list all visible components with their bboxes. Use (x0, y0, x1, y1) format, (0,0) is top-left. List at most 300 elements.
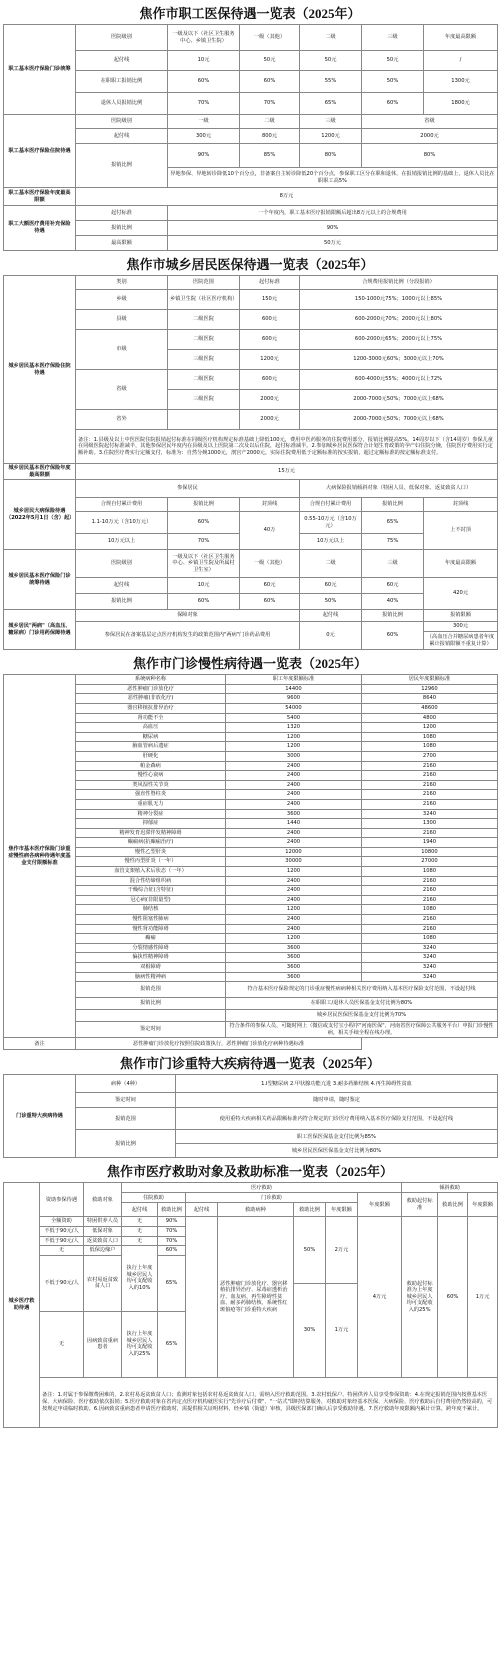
cell: 双相障碍 (76, 963, 226, 973)
col-header: 报销比例 (168, 498, 240, 512)
col-header: 封顶线 (424, 498, 498, 512)
cell: 精神分裂症 (76, 809, 226, 819)
cell: 1200 (226, 934, 362, 944)
cell: 2700 (362, 751, 498, 761)
cell: 70% (240, 93, 300, 115)
cell: 无 (40, 1246, 84, 1256)
cell: 抑郁症 (76, 819, 226, 829)
cell: 1200 (362, 723, 498, 733)
col-header: 二级 (300, 550, 362, 578)
row-label-resident-outpatient: 城乡居民基本医疗保险门诊统筹待遇 (4, 550, 76, 610)
cell: 90% (168, 221, 498, 236)
cell: 报销比例 (76, 221, 168, 236)
section-title-resident: 焦作市城乡居民医保待遇一览表（2025年） (126, 257, 374, 272)
cell: 30000 (226, 857, 362, 867)
cell: 2160 (362, 886, 498, 896)
cell: 600-2000元65%；2000元以上75% (300, 330, 498, 350)
cell: 3600 (226, 809, 362, 819)
cell: 一个年度内，职工基本医疗报销限额后超出8万元以上的合规费用 (168, 206, 498, 221)
col-header: 系统病种名称 (76, 675, 226, 685)
cell: 三级医院 (168, 390, 240, 410)
cell: 60% (168, 594, 240, 610)
chronic-disease-table (3, 674, 498, 1050)
cell: 1.1-10万元（含10万元） (76, 512, 168, 534)
cell: 3240 (362, 972, 498, 982)
cell: 2400 (226, 780, 362, 790)
cell: 300元 (168, 129, 240, 144)
cell: 恶性肿瘤(非放化疗) (76, 694, 226, 704)
cell: 50% (300, 594, 362, 610)
cell: 10元 (168, 578, 240, 594)
cell: 3240 (362, 809, 498, 819)
medical-aid-table (3, 1182, 498, 1427)
row-label-major-illness: 职工大额医疗费用补充保险待遇 (4, 206, 76, 251)
cell: 3240 (362, 963, 498, 973)
cell: 省级 (76, 370, 168, 410)
cell: 1200 (226, 732, 362, 742)
cell: 重症肌无力 (76, 799, 226, 809)
cell: 4800 (362, 713, 498, 723)
cell: 50% (362, 71, 424, 93)
cell: 不低于90元/人 (40, 1236, 84, 1246)
cell: 参保居民在备案基层定点医疗机构发生的政策范围内"两病"门诊药品费用 (76, 622, 300, 650)
cell: 2400 (226, 828, 362, 838)
cell: 脑血管病后遗症 (76, 742, 226, 752)
cell: 3600 (226, 963, 362, 973)
cell: 特困供养人员 (84, 1217, 122, 1227)
cell: 随时申请，随时鉴定 (176, 1093, 498, 1108)
cell: 40万 (240, 512, 300, 550)
cell: 冠心病(非限量型) (76, 895, 226, 905)
cell: 报销范围 (76, 1108, 176, 1130)
group-header: 参保居民 (76, 480, 300, 498)
cell: 因病致贫重病患者 (84, 1311, 122, 1377)
cell: 恶性肿瘤门诊放化疗、器官移植抗排异治疗、尿毒症透析治疗、血友病、再生障碍性贫血、耐多药肺结核、系统性红斑狼疮等门诊重特大疾病 (218, 1217, 294, 1377)
cell: 1200 (226, 905, 362, 915)
col-header: 资助参保待遇 (40, 1183, 84, 1217)
group-header: 大病保险报销倾斜对象（特困人员、低保对象、返贫致贫人口） (300, 480, 498, 498)
col-header: 三级 (362, 25, 424, 51)
group-header: 倾斜救助 (402, 1183, 498, 1193)
cell: 2000元 (240, 410, 300, 430)
cell: 8万元 (76, 188, 498, 206)
cell: 60% (168, 512, 240, 534)
col-header: 封顶线 (240, 498, 300, 512)
col-header: 医院范围 (168, 276, 240, 290)
cell: 在职职工报销比例 (76, 71, 168, 93)
col-header: 三级 (300, 115, 362, 129)
group-header: 门诊救助 (186, 1193, 358, 1203)
col-header: 职工年度限额标准 (226, 675, 362, 685)
row-label-outpatient: 职工基本医疗保险门诊统筹 (4, 25, 76, 115)
cell: 2160 (362, 761, 498, 771)
cell: 150元 (240, 290, 300, 310)
cell: 1300 (362, 819, 498, 829)
section-title-medical-aid: 焦作市医疗救助对象及救助标准一览表（2025年） (106, 1164, 393, 1180)
cell: 类风湿性关节炎 (76, 780, 226, 790)
cell: 80% (362, 144, 498, 168)
cell: 报销比例 (76, 594, 168, 610)
cell: 符合条件的参保人员，可随时网上（微信或支付宝小程序"河南医保"、河南省医疗保障公共服务平台）申报门诊慢性病，相关手续全程在线办理。 (226, 1022, 498, 1038)
cell: 省外 (76, 410, 168, 430)
cell: 4万元 (358, 1217, 402, 1377)
col-header: 年度最高限额 (424, 550, 498, 578)
cell: 在职职工/退休人员医保基金支付比例为80% (226, 998, 498, 1010)
cell: 恶性肿瘤门诊放化疗 (76, 684, 226, 694)
cell: 2160 (362, 924, 498, 934)
cell: 3000 (226, 751, 362, 761)
cell: 60% (168, 71, 240, 93)
col-header: 救助比例 (294, 1203, 326, 1217)
cell: 50元 (300, 51, 362, 71)
cell: 二级医院 (168, 370, 240, 390)
cell: 15万元 (76, 464, 498, 480)
cell: 50万元 (168, 236, 498, 251)
cell: 不低于90元/人 (40, 1226, 84, 1236)
cell: 混合性结缔组织病 (76, 876, 226, 886)
col-header: 年度限额 (468, 1193, 498, 1217)
cell: 报销范围 (76, 982, 226, 998)
cell: 55% (300, 71, 362, 93)
col-header: 救助起付标准 (402, 1193, 438, 1217)
col-header: 报销比例 (362, 498, 424, 512)
col-header: 合规自付累计费用 (76, 498, 168, 512)
cell: 1080 (362, 905, 498, 915)
cell: 最高限额 (76, 236, 168, 251)
cell: 器官移植抗排异治疗 (76, 703, 226, 713)
cell: 2000元 (240, 390, 300, 410)
cell: 无 (122, 1226, 158, 1236)
row-label-resident-inpatient: 城乡居民基本医疗保险住院待遇 (4, 276, 76, 464)
cell: 2400 (226, 915, 362, 925)
cell: 精神发育迟滞伴发精神障碍 (76, 828, 226, 838)
cell: 乡镇卫生院（社区医疗机构） (168, 290, 240, 310)
row-label-two-diseases: 城乡居民"两病"（高血压、糖尿病）门诊用药保障待遇 (4, 610, 76, 650)
cell: 40% (362, 594, 424, 610)
resident-insurance-table (3, 275, 498, 650)
group-header: 住院救助 (122, 1193, 186, 1203)
cell: 1080 (362, 742, 498, 752)
cell: 2160 (362, 895, 498, 905)
cell: 70% (168, 534, 240, 550)
cell: 救助起付标准为上年度城乡居民人均可支配收入的25% (402, 1217, 438, 1377)
row-label-annual-cap: 职工基本医疗保险年度最高限额 (4, 188, 76, 206)
col-header: 省级 (362, 115, 498, 129)
row-label-chronic: 焦作市基本医疗保险门诊重症慢性病各病种待遇年度基金支付限额标准 (4, 675, 76, 1038)
col-header: 年度限额 (326, 1203, 358, 1217)
cell: 300元 (424, 622, 498, 632)
col-header: 年度最高限额 (424, 25, 498, 51)
cell: 0.55-10万元（含10万元） (300, 512, 362, 534)
row-label-catastrophic: 城乡居民大病保险待遇（2022年5月1日（含）起） (4, 480, 76, 550)
cell: 报销比例 (76, 998, 226, 1010)
cell: 600元 (240, 370, 300, 390)
row-label-medical-aid: 城乡医疗救助待遇 (4, 1183, 40, 1427)
cell: 无 (122, 1217, 158, 1227)
cell: 2160 (362, 799, 498, 809)
cell: 1800元 (424, 93, 498, 115)
col-header: 起付线 (186, 1203, 218, 1217)
cell: 慢性肾功能障碍 (76, 924, 226, 934)
cell: 60% (362, 622, 424, 650)
cell: 城乡居民医保医保基金支付比例为70% (226, 1010, 498, 1022)
cell: 1200元 (300, 129, 362, 144)
col-header: 二级 (240, 115, 300, 129)
cell: 1080 (362, 867, 498, 877)
cell: 恶性肿瘤门诊放化疗按照住院政策执行，恶性肿瘤门诊放化疗病种待遇标准 (76, 1038, 362, 1050)
cell: 执行上年度城乡居民人均可支配收入的25% (122, 1311, 158, 1377)
cell: 2400 (226, 799, 362, 809)
col-header: 居民年度限额标准 (362, 675, 498, 685)
cell: 12000 (226, 847, 362, 857)
cell: 90% (158, 1217, 186, 1227)
note-cell: 备注：1.县级及以上中医医院住院报销起付标准在同级医疗机构规定标准基础上降低100元，费用中医药服务的住院费用部分，报销比例提高5%，14周岁以下（含14周岁）参保儿童在同级医院起付标准减半，其他参保居民年度内在县级及以上医院第二次及以后住院，起付标准减半。2.参加城乡居民医保符合计划生育政策的孕产妇住院分娩，住院医疗费用实行定额补助。3.住院医疗费实行定额支付，标准为：自然分娩1000元，剖宫产2000元。实际住院费用低于定额标准的按实报销，超过定额标准的按定额标准支付。 (76, 430, 498, 464)
cell: 70% (158, 1236, 186, 1246)
cell: 1200-3000元60%；3000元以上70% (300, 350, 498, 370)
col-header: 医院级别 (76, 115, 168, 129)
col-header: 报销比例 (362, 610, 424, 622)
cell: 1万元 (468, 1217, 498, 1377)
cell: 慢性丙型肝炎（一年） (76, 857, 226, 867)
col-header: 救助对象 (84, 1183, 122, 1217)
cell: 无 (122, 1236, 158, 1246)
cell: 报销比例 (76, 1130, 176, 1158)
section-title-major-outpatient: 焦作市门诊重特大疾病待遇一览表（2025年） (119, 1056, 380, 1072)
cell: 起付线 (76, 578, 168, 594)
cell: 75% (362, 534, 424, 550)
cell: 3600 (226, 943, 362, 953)
col-header: 医院级别 (76, 550, 168, 578)
cell: 2400 (226, 771, 362, 781)
cell: 50元 (240, 51, 300, 71)
cell: 85% (240, 144, 300, 168)
cell: 600元 (240, 310, 300, 330)
cell: 1300元 (424, 71, 498, 93)
cell: 60% (240, 594, 300, 610)
cell: 2160 (362, 790, 498, 800)
cell: 12960 (362, 684, 498, 694)
cell: 1080 (362, 732, 498, 742)
cell: 1320 (226, 723, 362, 733)
section-title-chronic: 焦作市门诊慢性病待遇一览表（2025年） (132, 656, 367, 672)
cell: 退休人员报销比例 (76, 93, 168, 115)
col-header: 合规自付累计费用 (300, 498, 362, 512)
cell: 65% (300, 93, 362, 115)
cell: 无 (40, 1311, 84, 1377)
cell: 农村易返贫致贫人口 (84, 1255, 122, 1311)
cell: （高血压合并糖尿病患者年度累计报销限额不重复计算） (424, 632, 498, 650)
cell: 60% (240, 71, 300, 93)
cell: 2160 (362, 780, 498, 790)
cell: 符合基本医疗保险规定的门诊重症慢性病病种相关医疗费用纳入基本医疗保险支付范围，不设起付线 (226, 982, 498, 998)
cell: 3600 (226, 953, 362, 963)
cell: 备注 (4, 1038, 76, 1050)
cell: 1080 (362, 934, 498, 944)
cell: 县级 (76, 310, 168, 330)
cell: 65% (158, 1311, 186, 1377)
cell: 低保对象 (84, 1226, 122, 1236)
cell: 二级医院 (168, 330, 240, 350)
row-label-resident-cap: 城乡居民基本医疗保险年度最高限额 (4, 464, 76, 480)
cell: 肺结核 (76, 905, 226, 915)
col-header: 三级 (362, 550, 424, 578)
cell: 上不封顶 (424, 512, 498, 550)
cell: 30% (294, 1283, 326, 1377)
col-header: 起付线 (300, 610, 362, 622)
col-header: 合规费用报销比例（分段报销） (300, 276, 498, 290)
major-outpatient-table (3, 1074, 498, 1158)
cell: 2000-7000元50%；7000元以上68% (300, 410, 498, 430)
cell: 肝硬化 (76, 751, 226, 761)
cell: 150-1000元75%；1000元以上85% (300, 290, 498, 310)
cell: 慢性心衰病 (76, 771, 226, 781)
row-label-major-outpatient: 门诊重特大疾病待遇 (4, 1075, 76, 1158)
cell: 干燥综合征(含特征) (76, 886, 226, 896)
note-cell: 异地参保、异地转诊降低10个百分点，非备案自主转诊降低20个百分点，参保职工区分在职和退休，在报销报销比例的基础上，退休人员比在职职工高5% (168, 168, 498, 188)
cell (186, 1217, 218, 1377)
col-header: 救助比例 (438, 1193, 468, 1217)
cell: 报销比例 (76, 144, 168, 188)
cell: 2400 (226, 924, 362, 934)
cell: 48600 (362, 703, 498, 713)
cell: 起付标准 (76, 206, 168, 221)
cell: 1.Ⅰ型糖尿病 2.甲状腺功能亢进 3.耐多药肺结核 4.再生障碍性贫血 (176, 1075, 498, 1093)
cell: 600-4000元55%；4000元以上72% (300, 370, 498, 390)
cell: 职工医保医保基金支付比例为85% (176, 1130, 498, 1144)
cell: 癫痫 (76, 934, 226, 944)
col-header: 起付线 (122, 1203, 158, 1217)
cell: 3240 (362, 943, 498, 953)
cell: 二级医院 (168, 310, 240, 330)
cell: 70% (168, 93, 240, 115)
cell: 慢性阻塞性肺病 (76, 915, 226, 925)
col-header: 报销限额 (424, 610, 498, 622)
cell: 起付线 (76, 51, 168, 71)
cell: 2400 (226, 838, 362, 848)
cell: 血管支架植入术后状态（一年） (76, 867, 226, 877)
cell: 54000 (226, 703, 362, 713)
cell: 2400 (226, 876, 362, 886)
cell: 1940 (362, 838, 498, 848)
cell: 65% (158, 1255, 186, 1311)
cell: 65% (362, 512, 424, 534)
cell: 脑病性精神病 (76, 972, 226, 982)
col-header: 医院级别 (76, 25, 168, 51)
cell: 糖尿病 (76, 732, 226, 742)
col-header: 保障对象 (76, 610, 300, 622)
cell: 3240 (362, 953, 498, 963)
cell: 三级医院 (168, 350, 240, 370)
cell: 帕金森病 (76, 761, 226, 771)
cell: 高血压 (76, 723, 226, 733)
cell: 2160 (362, 828, 498, 838)
cell: 0元 (300, 622, 362, 650)
cell: 1万元 (326, 1283, 358, 1377)
cell: 50% (294, 1217, 326, 1283)
cell: 80% (300, 144, 362, 168)
cell: 10元 (168, 51, 240, 71)
cell: 600-2000元70%；2000元以上80% (300, 310, 498, 330)
cell: 2000元 (362, 129, 498, 144)
cell: 1440 (226, 819, 362, 829)
cell: 偏执性精神障碍 (76, 953, 226, 963)
cell: 60元 (240, 578, 300, 594)
cell: 乡级 (76, 290, 168, 310)
col-header: 年度限额 (358, 1193, 402, 1217)
row-label-inpatient: 职工基本医疗保险住院待遇 (4, 115, 76, 188)
cell: 60% (158, 1246, 186, 1256)
cell: 2400 (226, 790, 362, 800)
cell: 分裂情感性障碍 (76, 943, 226, 953)
cell: 14400 (226, 684, 362, 694)
cell: 2160 (362, 876, 498, 886)
cell: 1200 (226, 742, 362, 752)
col-header: 一级（其他） (240, 25, 300, 51)
cell: 10800 (362, 847, 498, 857)
cell: 60% (438, 1217, 468, 1377)
cell: 2400 (226, 761, 362, 771)
cell: 起付线 (76, 129, 168, 144)
cell: 2160 (362, 915, 498, 925)
cell: 使用重特大疾病相关药品限额标准内符合规定的门诊医疗费用纳入基本医疗保险支付范围，不设起付线 (176, 1108, 498, 1130)
cell: 5400 (226, 713, 362, 723)
cell: 70% (158, 1226, 186, 1236)
col-header: 类别 (76, 276, 168, 290)
cell: 肾功能不全 (76, 713, 226, 723)
cell: 8640 (362, 694, 498, 704)
cell: 全额资助 (40, 1217, 84, 1227)
cell: 不低于90元/人 (40, 1255, 84, 1311)
section-title-employee: 焦作市职工医保待遇一览表（2025年） (139, 6, 361, 21)
group-header: 医疗救助 (122, 1183, 402, 1193)
cell: 强直性脊柱炎 (76, 790, 226, 800)
cell: 3600 (226, 972, 362, 982)
note-cell: 备注：1.对属于参保缴费困难的，2.农村易返贫致贫人口；监测对象包括农村易返贫致贫人口，需纳入医疗救助范围。3.农村低保户、特困供养人员享受参保资助：4.在规定报销范围内按照基本医保、大病保险、医疗救助依次报销；5.医疗救助对象在省内定点医疗机构就医实行"先诊疗后付费"、"一站式"即时结算服务，对救助对象经基本医保、大病保险、医疗救助后自付费用仍然较高的，可按规定申请临时救助。6.因病致贫重病患者申请医疗救助时，需提供相关证明材料，经乡镇（街道）审核，县级医保部门确认后享受救助待遇。7.医疗救助年度限额内累计计算，跨年度不累计。 (40, 1377, 498, 1427)
employee-insurance-table (3, 24, 498, 251)
cell: 市级 (76, 330, 168, 370)
cell: 癫痫病(抗癫痫治疗) (76, 838, 226, 848)
col-header: 一级（其他） (240, 550, 300, 578)
cell: 病种（4种） (76, 1075, 176, 1093)
cell (76, 1010, 226, 1022)
cell: 60元 (300, 578, 362, 594)
cell: 慢性乙型肝炎 (76, 847, 226, 857)
col-header: 二级 (300, 25, 362, 51)
cell: 1200元 (240, 350, 300, 370)
col-header: 起付标准 (240, 276, 300, 290)
cell: 60% (362, 93, 424, 115)
cell: 城乡居民医保医保基金支付比例为80% (176, 1144, 498, 1158)
cell: 600元 (240, 330, 300, 350)
cell: 鉴定时间 (76, 1093, 176, 1108)
cell: 低保边缘户 (84, 1246, 122, 1256)
cell: 2160 (362, 771, 498, 781)
cell (168, 410, 240, 430)
cell: 2万元 (326, 1217, 358, 1283)
cell: 60元 (362, 578, 424, 594)
col-header: 一级及以下（社区卫生服务中心、乡镇卫生院） (168, 25, 240, 51)
cell: 鉴定时间 (76, 1022, 226, 1038)
cell: 90% (168, 144, 240, 168)
col-header: 一级及以下（社区卫生服务中心、乡镇卫生院及所属村卫生室） (168, 550, 240, 578)
cell: 10万元以上 (300, 534, 362, 550)
cell: 2400 (226, 886, 362, 896)
cell: 9600 (226, 694, 362, 704)
col-header: 一级 (168, 115, 240, 129)
cell: 2000-7000元50%；7000元以上68% (300, 390, 498, 410)
cell: 50元 (362, 51, 424, 71)
col-header: 救助比例 (158, 1203, 186, 1217)
